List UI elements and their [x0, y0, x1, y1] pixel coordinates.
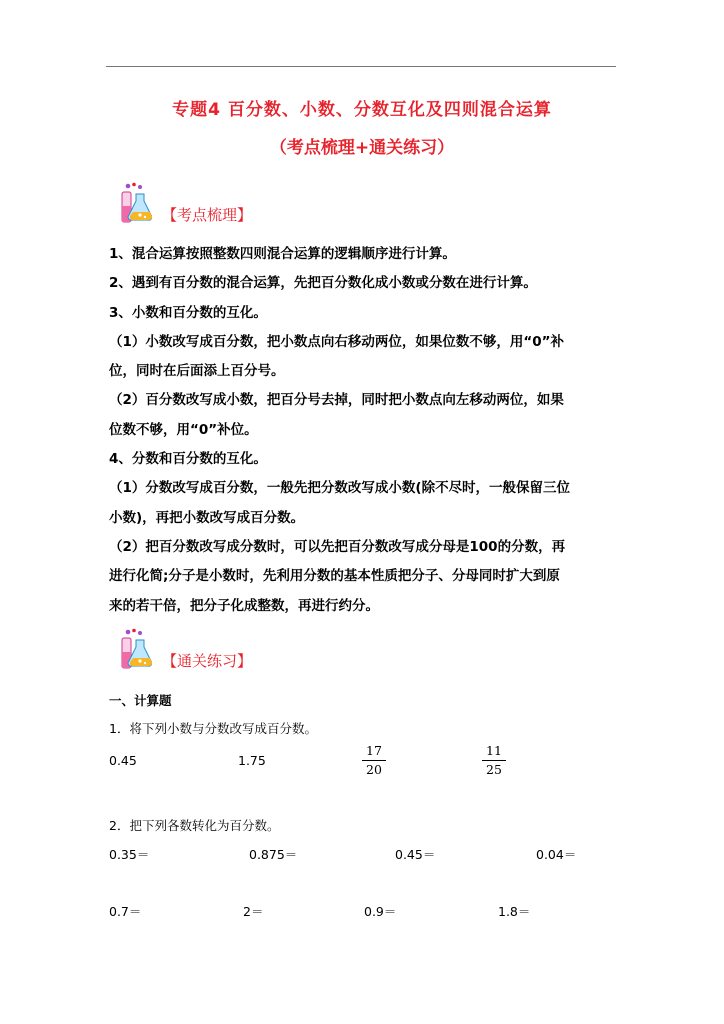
header-rule [106, 66, 616, 67]
fraction-denominator: 20 [366, 762, 382, 777]
q1-fraction [360, 743, 388, 778]
fraction-numerator: 11 [486, 743, 502, 758]
exercise-heading: 一、计算题 [109, 693, 172, 708]
list-item: 4、分数和百分数的互化。 [109, 451, 267, 468]
section-label-points: 【考点梳理】 [162, 206, 253, 224]
list-item: 2、遇到有百分数的混合运算，先把百分数化成小数或分数在进行计算。 [109, 275, 537, 292]
fraction-denominator: 25 [486, 762, 502, 777]
q2-item: 0.04＝ [536, 847, 577, 862]
q1-fraction [480, 743, 508, 778]
q2-item: 0.45＝ [395, 847, 436, 862]
section-label-practice: 【通关练习】 [162, 652, 253, 670]
q2-item: 0.7＝ [109, 904, 142, 919]
q2-item: 2＝ [243, 904, 264, 919]
q2-item: 1.8＝ [498, 904, 531, 919]
page-title: 专题4 百分数、小数、分数互化及四则混合运算 [172, 100, 552, 120]
list-item: 3、小数和百分数的互化。 [109, 304, 267, 321]
q2-item: 0.9＝ [364, 904, 397, 919]
fraction-bar [482, 760, 506, 761]
q2-item: 0.875＝ [249, 847, 298, 862]
list-item: 1、混合运算按照整数四则混合运算的逻辑顺序进行计算。 [109, 246, 456, 262]
list-item: 小数)，再把小数改写成百分数。 [109, 509, 305, 526]
page-subtitle: （考点梳理+通关练习） [269, 138, 455, 158]
list-item: 位数不够，用“0”补位。 [109, 421, 258, 438]
fraction-numerator: 17 [366, 743, 382, 758]
points-list [109, 240, 619, 621]
fraction-bar [362, 760, 386, 761]
question-2-prompt: 2．把下列各数转化为百分数。 [109, 818, 280, 833]
list-item: 来的若干倍，把分子化成整数，再进行约分。 [109, 597, 379, 614]
q2-item: 0.35＝ [109, 847, 150, 862]
list-item: （2）百分数改写成小数，把百分号去掉，同时把小数点向左移动两位，如果 [109, 392, 564, 409]
list-item: （1）小数改写成百分数，把小数点向右移动两位，如果位数不够，用“0”补 [109, 333, 565, 350]
question-1-prompt: 1．将下列小数与分数改写成百分数。 [109, 721, 317, 736]
flask-icon [118, 628, 152, 670]
list-item: （1）分数改写成百分数，一般先把分数改写成小数(除不尽时，一般保留三位 [109, 480, 571, 497]
q1-item: 1.75 [238, 753, 266, 768]
list-item: 位，同时在后面添上百分号。 [109, 363, 285, 380]
list-item: （2）把百分数改写成分数时，可以先把百分数改写成分母是100的分数，再 [109, 538, 566, 555]
list-item: 进行化简;分子是小数时，先利用分数的基本性质把分子、分母同时扩大到原 [109, 568, 560, 585]
q1-item: 0.45 [109, 753, 137, 768]
flask-icon [118, 182, 152, 224]
